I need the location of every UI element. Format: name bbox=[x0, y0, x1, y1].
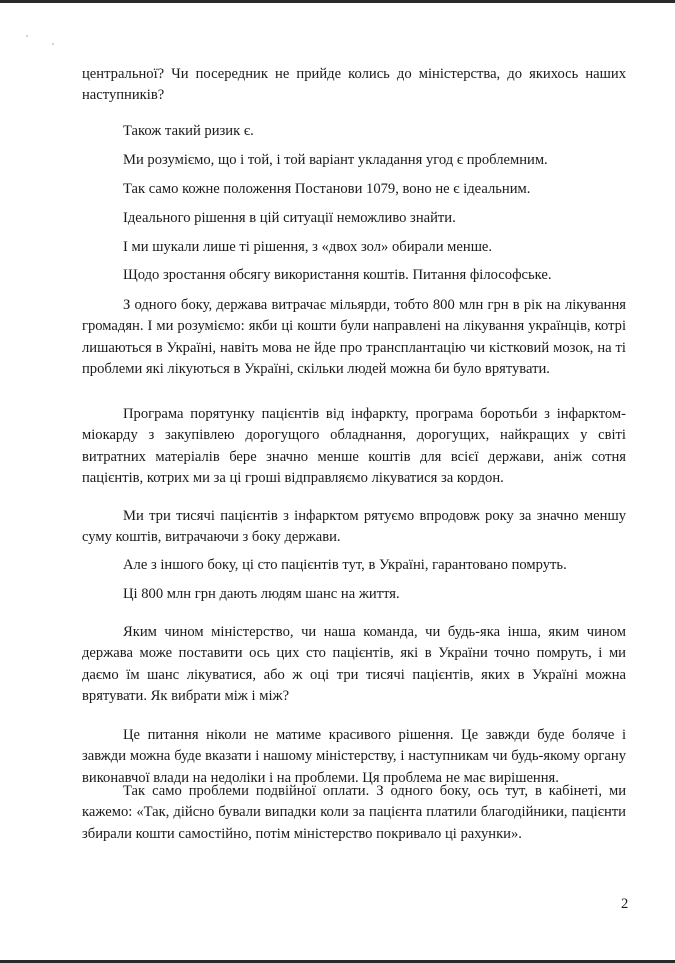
paragraph: центральної? Чи посередник не прийде колись до міністерства, до якихось наших наступників? bbox=[82, 66, 626, 104]
paragraph: Але з іншого боку, ці сто пацієнтів тут, в Україні, гарантовано помруть. bbox=[123, 557, 567, 573]
scan-speck bbox=[52, 43, 54, 45]
paragraph: Також такий ризик є. bbox=[123, 123, 254, 139]
paragraph: Яким чином міністерство, чи наша команда, чи будь-яка інша, яким чином держава може поставити ось цих сто пацієнтів, які в України точно помруть, і ми даємо їм шанс лікуватися, або ж оці три тисячі пацієнтів, яких в Україні можна врятувати. Як вибрати між і між? bbox=[82, 624, 626, 705]
scan-speck bbox=[26, 35, 28, 37]
page-number: 2 bbox=[621, 896, 629, 912]
paragraph: Щодо зростання обсягу використання коштів. Питання філософське. bbox=[123, 267, 552, 283]
paragraph: Це питання ніколи не матиме красивого рішення. Це завжди буде боляче і завжди можна буде вказати і нашому міністерству, і наступникам чи будь-якому органу виконавчої влади на недоліки і на проблеми. Ця проблема не має вирішення. bbox=[82, 727, 626, 786]
paragraph: З одного боку, держава витрачає мільярди, тобто 800 млн грн в рік на лікування громадян. І ми розуміємо: якби ці кошти були направлені на лікування українців, котрі лишаються в Україні, навіть мова не йде про трансплантацію чи кістковий мозок, на ті проблеми які лікуються в Україні, скільки людей можна би було врятувати. bbox=[82, 297, 626, 378]
paragraph: Так само проблеми подвійної оплати. З одного боку, ось тут, в кабінеті, ми кажемо: «Так, дійсно бували випадки коли за пацієнта платили благодійники, пацієнти збирали кошти самостійно, потім міністерство покривало ці рахунки». bbox=[82, 783, 626, 842]
paragraph: Так само кожне положення Постанови 1079, воно не є ідеальним. bbox=[123, 181, 531, 197]
paragraph: Ми розуміємо, що і той, і той варіант укладання угод є проблемним. bbox=[123, 152, 548, 168]
paragraph: Ідеального рішення в цій ситуації неможливо знайти. bbox=[123, 210, 456, 226]
paragraph: Ці 800 млн грн дають людям шанс на життя. bbox=[123, 586, 400, 602]
paragraph: І ми шукали лише ті рішення, з «двох зол» обирали менше. bbox=[123, 239, 493, 255]
paragraph: Ми три тисячі пацієнтів з інфарктом рятуємо впродовж року за значно меншу суму коштів, витрачаючи з боку держави. bbox=[82, 508, 626, 546]
scan-top-border bbox=[0, 0, 675, 3]
paragraph: Програма порятунку пацієнтів від інфаркту, програма боротьби з інфарктом-міокарду з закупівлею дорогущого обладнання, дорогущих, найкращих у світі витратних матеріалів бере значно менше коштів для всієї держави, аніж сотня пацієнтів, котрих ми за ці гроші відправляємо лікуватися за кордон. bbox=[82, 406, 626, 487]
